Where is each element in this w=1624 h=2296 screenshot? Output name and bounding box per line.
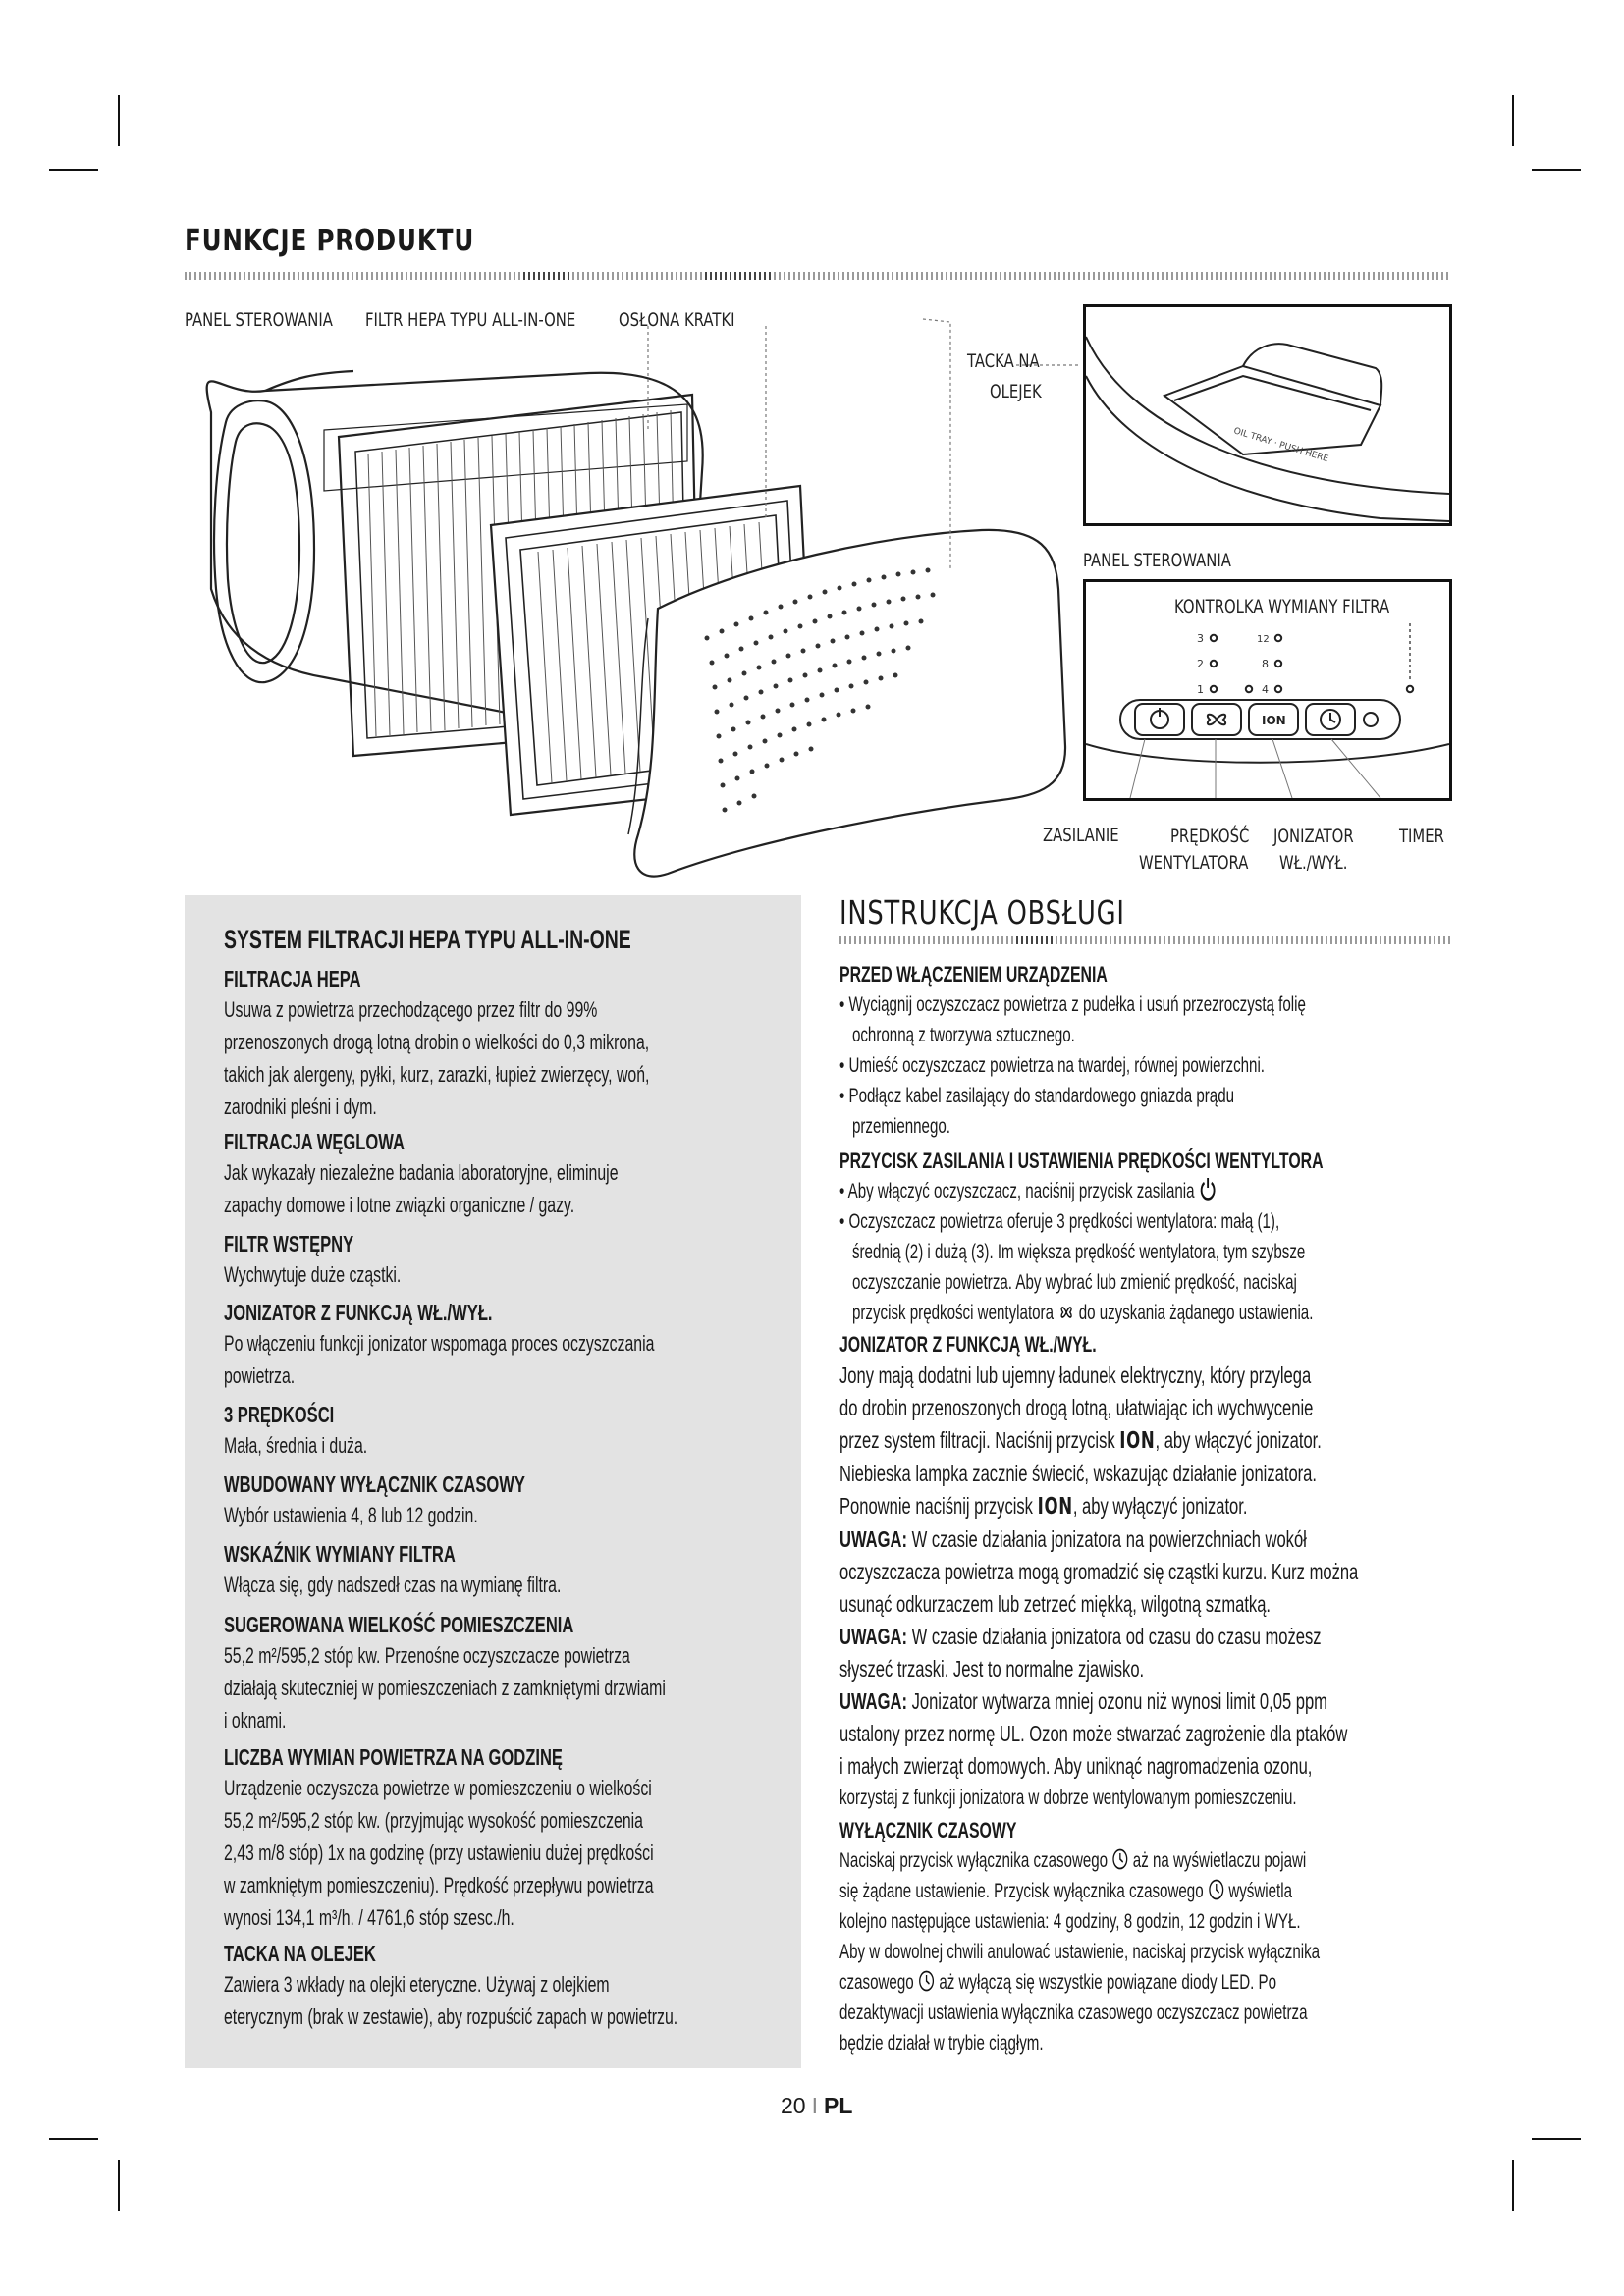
tray-print: OIL TRAY · PUSH HERE	[1232, 426, 1329, 465]
section-filter-indicator: WSKAŹNIK WYMIANY FILTRA Włącza się, gdy nadszedł czas na wymianę filtra.	[224, 1539, 761, 1601]
section-air-changes: LICZBA WYMIAN POWIETRZA NA GODZINĘ Urządzenie oczyszcza powietrze w pomieszczeniu o wielkości 55,2 m²/595,2 stóp kw. (przyjmując wysokość pomieszczenia 2,43 m/8 stóp) 1x na godzinę (przy ustawieniu dużej prędkości w zamkniętym pomieszczeniu). Prędkość przepływu powietrza wynosi 134,1 m³/h. / 4761,6 stóp szesc./h.	[224, 1742, 761, 1934]
section-heading: TACKA NA OLEJEK	[224, 1941, 376, 1966]
power-icon	[1199, 1176, 1218, 1201]
section-heading: JONIZATOR Z FUNKCJĄ WŁ./WYŁ.	[839, 1332, 1097, 1357]
power-line: • Aby włączyć oczyszczacz, naciśnij przycisk zasilania	[839, 1176, 1440, 1206]
note-label: UWAGA:	[839, 1624, 907, 1649]
fan-icon	[1057, 1302, 1074, 1323]
left-title: SYSTEM FILTRACJI HEPA TYPU ALL-IN-ONE	[224, 925, 631, 954]
label-fan-speed-2: WENTYLATORA	[1139, 852, 1249, 874]
section-heading: JONIZATOR Z FUNKCJĄ WŁ./WYŁ.	[224, 1300, 493, 1325]
label-fan-speed-1: PRĘDKOŚĆ	[1170, 826, 1250, 847]
section-title: FUNKCJE PRODUKTU	[185, 224, 475, 258]
section-speeds: 3 PRĘDKOŚCI Mała, średnia i duża.	[224, 1400, 761, 1462]
note-label: UWAGA:	[839, 1688, 907, 1714]
page-separator: I	[811, 2093, 818, 2118]
page-num: 20	[781, 2093, 806, 2118]
section-heading: PRZYCISK ZASILANIA I USTAWIENIA PRĘDKOŚCI WENTYLTORA	[839, 1148, 1324, 1173]
section-room-size: SUGEROWANA WIELKOŚĆ POMIESZCZENIA 55,2 m²/595,2 stóp kw. Przenośne oczyszczacze powietrza działają skuteczniej w pomieszczeniach z zamkniętymi drzwiami i oknami.	[224, 1610, 761, 1736]
timer-led-8: 8	[1262, 658, 1269, 670]
section-heading: FILTR WSTĘPNY	[224, 1231, 354, 1256]
label-timer: TIMER	[1399, 826, 1444, 847]
section-oil-tray: TACKA NA OLEJEK Zawiera 3 wkłady na olejki eteryczne. Używaj z olejkiem eterycznym (brak w zestawie), aby rozpuścić zapach w powietrzu.	[224, 1939, 761, 2033]
section-heading: 3 PRĘDKOŚCI	[224, 1402, 335, 1427]
section-heading: LICZBA WYMIAN POWIETRZA NA GODZINĘ	[224, 1744, 563, 1770]
note-label: UWAGA:	[839, 1526, 907, 1552]
timer-section: WYŁĄCZNIK CZASOWY Naciskaj przycisk wyłącznika czasowego aż na wyświetlaczu pojawi się żądane ustawienie. Przycisk wyłącznika czasowego wyświetla kolejno następujące ustawienia: 4 godziny, 8 godzin, 12 godzin i WYŁ. Aby w dowolnej chwili anulować ustawienie, naciskaj przycisk wyłącznika czasowego aż wyłączą się wszystkie powiązane diody LED. Po dezaktywacji ustawienia wyłącznika czasowego oczyszczacz powietrza będzie działał w trybie ciągłym.	[839, 1816, 1440, 2058]
section-heading: WSKAŹNIK WYMIANY FILTRA	[224, 1541, 456, 1567]
clock-icon	[1208, 1878, 1224, 1901]
section-heading: FILTRACJA WĘGLOWA	[224, 1129, 405, 1154]
oil-tray-inset	[1083, 304, 1452, 526]
clock-icon	[1111, 1847, 1128, 1871]
label-grille: OSŁONA KRATKI	[619, 309, 735, 331]
section-heading: WBUDOWANY WYŁĄCZNIK CZASOWY	[224, 1471, 525, 1497]
label-power: ZASILANIE	[1043, 825, 1119, 846]
section-heading: FILTRACJA HEPA	[224, 966, 361, 991]
label-ionizer-2: WŁ./WYŁ.	[1279, 852, 1348, 874]
section-hepa: FILTRACJA HEPA Usuwa z powietrza przechodzącego przez filtr do 99% przenoszonych drogą lotną drobin o wielkości do 0,3 mikrona, takich jak alergeny, pyłki, kurz, zarazki, łupież zwierzęcy, woń, zarodniki pleśni i dym.	[224, 964, 761, 1123]
page-lang: PL	[823, 2093, 853, 2118]
ion-button-label: ION	[1262, 714, 1286, 727]
ion-word: ION	[1119, 1428, 1156, 1454]
ion-word: ION	[1037, 1494, 1073, 1520]
section-prefilter: FILTR WSTĘPNY Wychwytuje duże cząstki.	[224, 1229, 761, 1291]
page-number	[781, 2093, 852, 2119]
fan-line: przycisk prędkości wentylatora do uzyskania żądanego ustawienia.	[851, 1302, 1314, 1324]
crop-mark	[49, 2138, 98, 2140]
power-and-speed: PRZYCISK ZASILANIA I USTAWIENIA PRĘDKOŚCI WENTYLTORA • Aby włączyć oczyszczacz, naciśnij przycisk zasilania • Oczyszczacz powietrza oferuje 3 prędkości wentylatora: małą (1), średnią (2) i dużą (3). Im większa prędkość wentylatora, tym szybsze oczyszczanie powietrza. Aby wybrać lub zmienić prędkość, naciskaj przycisk prędkości wentylatora do uzyskania żądanego ustawienia.	[839, 1147, 1440, 1328]
speed-led-2: 2	[1197, 658, 1204, 670]
speed-led-3: 3	[1197, 632, 1204, 645]
oil-tray-drawing	[1086, 307, 1449, 523]
section-heading: SUGEROWANA WIELKOŚĆ POMIESZCZENIA	[224, 1612, 574, 1637]
clock-icon	[918, 1969, 935, 1993]
ionizer-section: JONIZATOR Z FUNKCJĄ WŁ./WYŁ. Jony mają dodatni lub ujemny ładunek elektryczny, który przylega do drobin przenoszonych drogą lotną, ułatwiając ich wychwycenie przez system filtracji. Naciśnij przycisk ION, aby włączyć jonizator. Niebieska lampka zacznie świecić, wskazując działanie jonizatora. Ponownie naciśnij przycisk ION, aby wyłączyć jonizator. UWAGA: W czasie działania jonizatora na powierzchniach wokół oczyszczacza powietrza mogą gromadzić się cząstki kurzu. Kurz można usunąć odkurzaczem lub zetrzeć miękką, wilgotną szmatką. UWAGA: W czasie działania jonizatora od czasu do czasu możesz słyszeć trzaski. Jest to normalne zjawisko. UWAGA: Jonizator wytwarza mniej ozonu niż wynosi limit 0,05 ppm ustalony przez normę UL. Ozon może stwarzać zagrożenie dla ptaków i małych zwierząt domowych. Aby uniknąć nagromadzenia ozonu, korzystaj z funkcji jonizatora w dobrze wentylowanym pomieszczeniu.	[839, 1330, 1440, 1813]
label-oil-tray-2: OLEJEK	[990, 381, 1042, 402]
section-timer: WBUDOWANY WYŁĄCZNIK CZASOWY Wybór ustawienia 4, 8 lub 12 godzin.	[224, 1469, 761, 1531]
instructions-title: INSTRUKCJA OBSŁUGI	[839, 893, 1125, 932]
instructions-rule	[839, 936, 1451, 944]
section-ionizer: JONIZATOR Z FUNKCJĄ WŁ./WYŁ. Po włączeniu funkcji jonizator wspomaga proces oczyszczania powietrza.	[224, 1298, 761, 1392]
crop-mark	[118, 2160, 120, 2211]
label-oil-tray-1: TACKA NA	[967, 350, 1040, 372]
section-carbon: FILTRACJA WĘGLOWA Jak wykazały niezależne badania laboratoryjne, eliminuje zapachy domowe i lotne związki organiczne / gazy.	[224, 1127, 761, 1221]
crop-mark	[1532, 2138, 1581, 2140]
label-ionizer-1: JONIZATOR	[1273, 826, 1354, 847]
label-hepa: FILTR HEPA TYPU ALL-IN-ONE	[365, 309, 576, 331]
timer-led-4: 4	[1262, 683, 1269, 696]
speed-led-1: 1	[1197, 683, 1204, 696]
label-panel: PANEL STEROWANIA	[185, 309, 333, 331]
label-panel-inset: PANEL STEROWANIA	[1083, 550, 1231, 571]
section-heading: WYŁĄCZNIK CZASOWY	[839, 1818, 1017, 1842]
section-heading: PRZED WŁĄCZENIEM URZĄDZENIA	[839, 962, 1108, 987]
label-filter-indicator: KONTROLKA WYMIANY FILTRA	[1174, 596, 1390, 617]
before-use: PRZED WŁĄCZENIEM URZĄDZENIA • Wyciągnij oczyszczacz powietrza z pudełka i usuń przezroczystą folię ochronną z tworzywa sztucznego. • Umieść oczyszczacz powietrza na twardej, równej powierzchni. • Podłącz kabel zasilający do standardowego gniazda prądu przemiennego.	[839, 960, 1440, 1142]
crop-mark	[1512, 2160, 1514, 2211]
control-panel-inset	[1083, 579, 1452, 801]
timer-led-12: 12	[1257, 634, 1270, 645]
